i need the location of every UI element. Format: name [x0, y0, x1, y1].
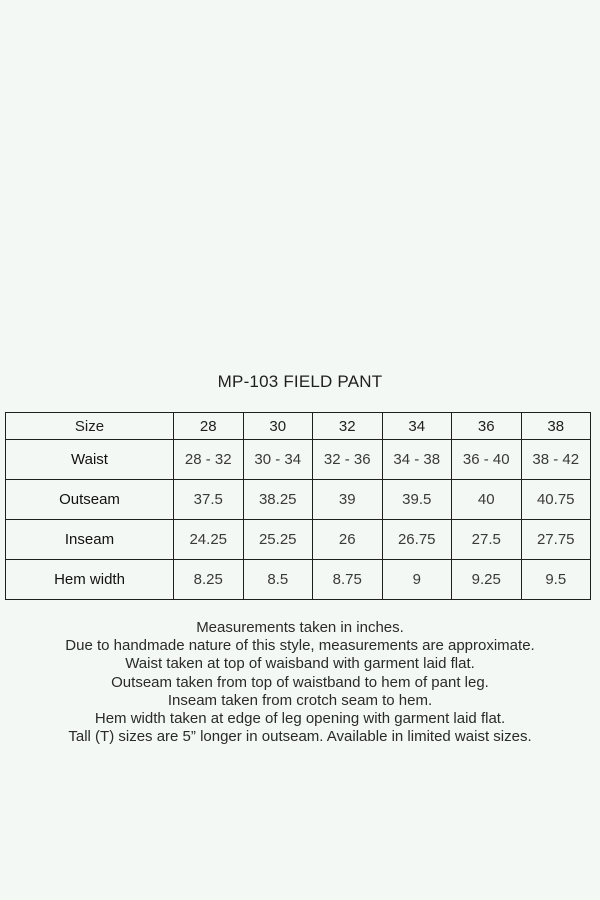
table-cell: 27.75	[521, 520, 591, 560]
table-cell: 34 - 38	[382, 440, 452, 480]
table-cell: 32 - 36	[313, 440, 383, 480]
note-line: Due to handmade nature of this style, measurements are approximate.	[65, 637, 535, 655]
size-header-38: 38	[521, 413, 591, 440]
table-row-inseam	[6, 520, 591, 560]
note-line: Inseam taken from crotch seam to hem.	[167, 691, 433, 709]
table-cell: 37.5	[174, 480, 244, 520]
table-cell: 25.25	[243, 520, 313, 560]
page-title: MP-103 FIELD PANT	[217, 372, 383, 391]
table-row-waist	[6, 440, 591, 480]
table-cell: 9	[382, 560, 452, 600]
size-header-36: 36	[452, 413, 522, 440]
table-row-outseam	[6, 480, 591, 520]
measurement-notes	[0, 619, 600, 746]
size-chart-table	[5, 412, 591, 600]
note-line: Measurements taken in inches.	[196, 619, 404, 636]
table-cell: 39.5	[382, 480, 452, 520]
row-label-hem-width: Hem width	[6, 560, 174, 600]
note-line: Waist taken at top of waisband with garment laid flat.	[125, 655, 475, 673]
table-cell: 39	[313, 480, 383, 520]
table-cell: 40	[452, 480, 522, 520]
row-label-outseam: Outseam	[6, 480, 174, 520]
note-line: Outseam taken from top of waistband to hem of pant leg.	[111, 673, 489, 691]
row-label-inseam: Inseam	[6, 520, 174, 560]
size-header-34: 34	[382, 413, 452, 440]
table-row-hem-width	[6, 560, 591, 600]
size-header-30: 30	[243, 413, 313, 440]
table-cell: 8.25	[174, 560, 244, 600]
table-cell: 38 - 42	[521, 440, 591, 480]
table-cell: 26.75	[382, 520, 452, 560]
size-header-label: Size	[6, 413, 174, 440]
table-cell: 40.75	[521, 480, 591, 520]
row-label-waist: Waist	[6, 440, 174, 480]
table-header-row	[6, 413, 591, 440]
table-cell: 27.5	[452, 520, 522, 560]
size-header-28: 28	[174, 413, 244, 440]
note-line: Tall (T) sizes are 5” longer in outseam. Available in limited waist sizes.	[68, 728, 532, 746]
note-line: Hem width taken at edge of leg opening with garment laid flat.	[94, 710, 506, 728]
table-cell: 28 - 32	[174, 440, 244, 480]
table-cell: 38.25	[243, 480, 313, 520]
table-cell: 36 - 40	[452, 440, 522, 480]
table-cell: 30 - 34	[243, 440, 313, 480]
table-cell: 8.5	[243, 560, 313, 600]
table-cell: 24.25	[174, 520, 244, 560]
size-header-32: 32	[313, 413, 383, 440]
table-cell: 8.75	[313, 560, 383, 600]
table-cell: 9.5	[521, 560, 591, 600]
table-cell: 9.25	[452, 560, 522, 600]
table-cell: 26	[313, 520, 383, 560]
